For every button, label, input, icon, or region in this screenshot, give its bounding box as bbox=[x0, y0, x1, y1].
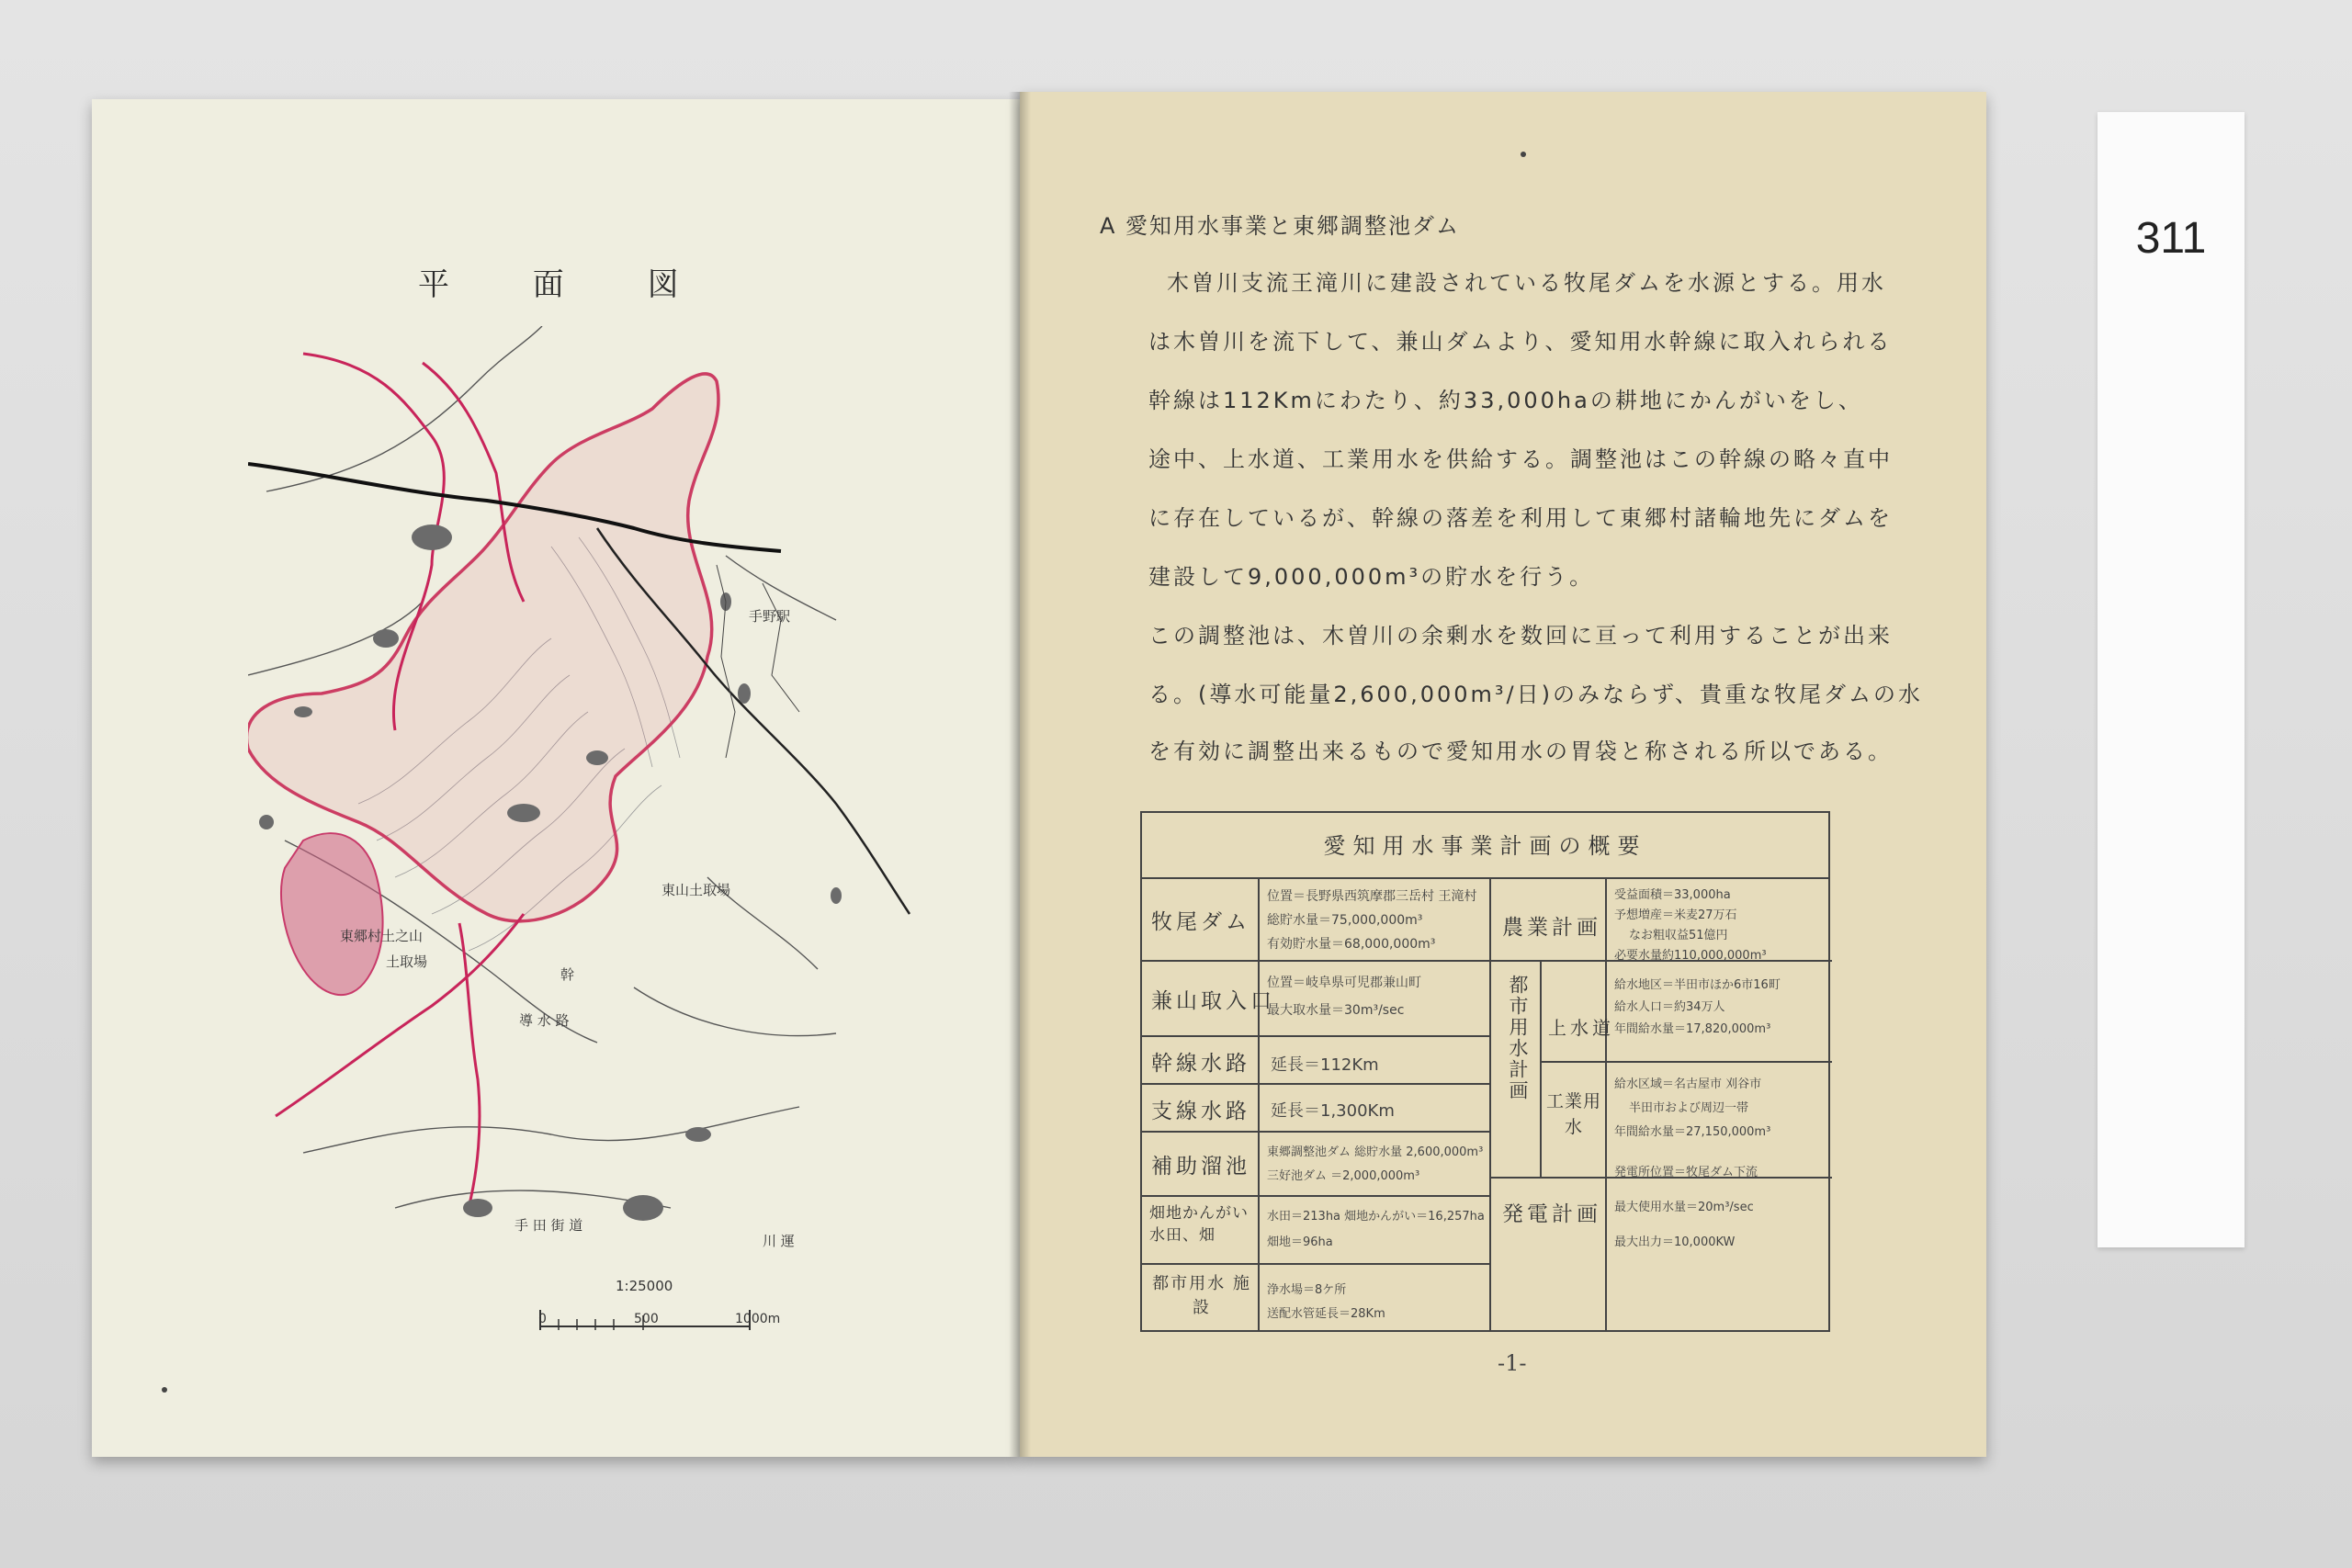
row-detail: 最大使用水量＝20m³/sec bbox=[1614, 1201, 1754, 1214]
scale-mark-1000: 1000m bbox=[735, 1312, 781, 1326]
paragraph-line: は木曽川を流下して、兼山ダムより、愛知用水幹線に取入れられる bbox=[1148, 329, 1893, 355]
row-label-industrial-water: 工業用水 bbox=[1546, 1091, 1602, 1137]
row-label-kaneyama-intake: 兼山取入口 bbox=[1151, 989, 1275, 1013]
table-rule bbox=[1540, 1061, 1832, 1063]
row-detail: 送配水管延長＝28Km bbox=[1267, 1307, 1385, 1321]
scale-mark-500: 500 bbox=[634, 1312, 659, 1326]
section-heading: A 愛知用水事業と東郷調整池ダム bbox=[1100, 213, 1461, 239]
row-detail: 発電所位置＝牧尾ダム下流 bbox=[1614, 1166, 1758, 1179]
row-label-urban-facilities: 都市用水 施設 bbox=[1152, 1274, 1251, 1317]
row-label-water-supply: 上水道 bbox=[1548, 1017, 1614, 1039]
paragraph-line: に存在しているが、幹線の落差を利用して東郷村諸輪地先にダムを bbox=[1148, 505, 1893, 531]
row-detail: 受益面積＝33,000ha bbox=[1614, 888, 1731, 902]
plan-summary-table bbox=[1140, 811, 1830, 1332]
table-rule bbox=[1142, 1083, 1489, 1085]
row-detail: 延長＝112Km bbox=[1271, 1055, 1379, 1075]
map-scale-ratio: 1:25000 bbox=[616, 1278, 673, 1294]
row-label-makio-dam: 牧尾ダム bbox=[1151, 910, 1250, 934]
row-detail: 最大出力＝10,000KW bbox=[1614, 1235, 1736, 1249]
urban-water-plan-label: 都市用水計画 bbox=[1507, 975, 1529, 1101]
map-label-river: 川 運 bbox=[763, 1233, 795, 1249]
page-number: -1- bbox=[1498, 1350, 1527, 1376]
row-detail: 水田＝213ha 畑地かんがい＝16,257ha bbox=[1267, 1210, 1485, 1224]
paragraph-line: 建設して9,000,000m³の貯水を行う。 bbox=[1148, 564, 1595, 590]
table-rule bbox=[1489, 879, 1491, 1330]
map-label-site-b: 東郷村土之山 bbox=[340, 928, 424, 944]
row-detail: 浄水場＝8ケ所 bbox=[1267, 1283, 1347, 1297]
table-rule bbox=[1142, 1035, 1489, 1037]
site-map bbox=[248, 326, 928, 1272]
row-label-power-plan: 発電計画 bbox=[1502, 1202, 1601, 1226]
archive-number: 311 bbox=[2135, 214, 2207, 263]
row-detail: 年間給水量＝17,820,000m³ bbox=[1614, 1022, 1771, 1036]
table-rule bbox=[1540, 960, 1542, 1177]
row-detail: 位置＝長野県西筑摩郡三岳村 王滝村 bbox=[1267, 889, 1477, 904]
row-label-branch-canal: 支線水路 bbox=[1151, 1100, 1250, 1123]
paragraph-line: 途中、上水道、工業用水を供給する。調整池はこの幹線の略々直中 bbox=[1148, 446, 1893, 472]
scale-mark-0: 0 bbox=[538, 1312, 547, 1326]
paragraph-line: この調整池は、木曽川の余剰水を数回に亘って利用することが出来 bbox=[1148, 623, 1893, 649]
table-rule bbox=[1142, 1131, 1489, 1133]
table-rule bbox=[1142, 1195, 1489, 1197]
row-detail: 給水地区＝半田市ほか6市16町 bbox=[1614, 978, 1781, 992]
row-detail: 給水区域＝名古屋市 刈谷市 bbox=[1614, 1077, 1762, 1091]
row-detail: 東郷調整池ダム 総貯水量 2,600,000m³ bbox=[1267, 1145, 1484, 1159]
row-label-agriculture-plan: 農業計画 bbox=[1502, 916, 1601, 940]
paragraph-line: 木曽川支流王滝川に建設されている牧尾ダムを水源とする。用水 bbox=[1167, 270, 1886, 296]
row-detail: 半田市および周辺一帯 bbox=[1629, 1101, 1749, 1115]
paragraph-line: る。(導水可能量2,600,000m³/日)のみならず、貴重な牧尾ダムの水 bbox=[1148, 682, 1924, 707]
row-detail: 最大取水量＝30m³/sec bbox=[1267, 1003, 1405, 1018]
map-label-station: 手野駅 bbox=[749, 608, 791, 625]
map-label-site-a: 東山土取場 bbox=[662, 882, 731, 898]
page-speck bbox=[1521, 152, 1526, 157]
row-detail: 年間給水量＝27,150,000m³ bbox=[1614, 1125, 1771, 1139]
table-caption: 愛知用水事業計画の概要 bbox=[1142, 813, 1828, 879]
book-gutter bbox=[1009, 92, 1031, 1457]
row-label-main-canal: 幹線水路 bbox=[1151, 1052, 1250, 1076]
table-rule bbox=[1142, 960, 1489, 962]
map-title: 平 面 図 bbox=[418, 266, 716, 303]
map-label-site-c: 土取場 bbox=[386, 953, 428, 970]
row-detail: 三好池ダム ＝2,000,000m³ bbox=[1267, 1169, 1420, 1183]
paragraph-line: 幹線は112Kmにわたり、約33,000haの耕地にかんがいをし、 bbox=[1148, 388, 1863, 413]
row-detail: 延長＝1,300Km bbox=[1271, 1101, 1395, 1121]
archive-number-tag bbox=[2098, 112, 2245, 1247]
table-rule bbox=[1605, 879, 1607, 1330]
row-label-reservoirs: 補助溜池 bbox=[1151, 1155, 1250, 1179]
row-label-upland-irrigation: 畑地かんがい 水田、畑 bbox=[1149, 1204, 1249, 1245]
map-label-channel: 導 水 路 bbox=[519, 1012, 570, 1029]
row-detail: なお粗収益51億円 bbox=[1629, 929, 1728, 942]
page-speck bbox=[162, 1387, 167, 1393]
row-detail: 有効貯水量＝68,000,000m³ bbox=[1267, 937, 1436, 952]
paragraph-line: を有効に調整出来るもので愛知用水の胃袋と称される所以である。 bbox=[1148, 739, 1893, 764]
row-detail: 給水人口＝約34万人 bbox=[1614, 1000, 1725, 1014]
row-detail: 総貯水量＝75,000,000m³ bbox=[1267, 913, 1423, 928]
map-label-road: 手 田 街 道 bbox=[514, 1217, 583, 1234]
table-rule bbox=[1142, 1263, 1489, 1265]
row-detail: 位置＝岐阜県可児郡兼山町 bbox=[1267, 976, 1421, 990]
row-detail: 畑地＝96ha bbox=[1267, 1235, 1333, 1249]
row-detail: 予想増産＝米麦27万石 bbox=[1614, 908, 1737, 922]
row-detail: 必要水量約110,000,000m³ bbox=[1614, 949, 1767, 963]
map-label-main: 幹 bbox=[560, 966, 575, 983]
